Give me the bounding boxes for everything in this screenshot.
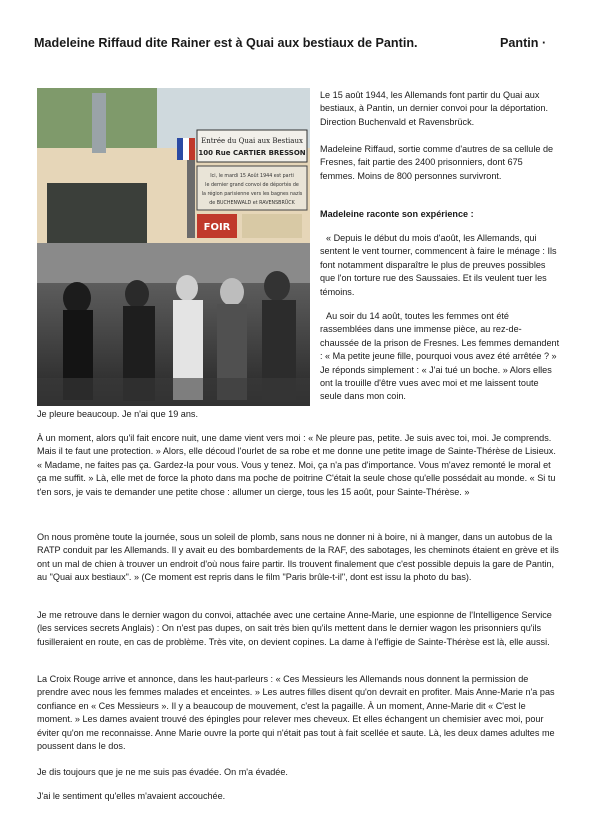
- paragraph-2: Madeleine Riffaud, sortie comme d'autres de sa cellule de Fresnes, fait partie des 2400 prisonniers, dont 675 femmes. Moins de 800 personnes survivront.: [320, 144, 554, 181]
- paragraph-1: Le 15 août 1944, les Allemands font partir du Quai aux bestiaux, à Pantin, un dernier convoi pour la déportation. Direction Buchenvald et Ravensbrück.: [320, 90, 548, 127]
- sign-line2: 100 Rue CARTIER BRESSON: [198, 149, 306, 157]
- poster-text: FOIR: [203, 222, 231, 233]
- page-title: Madeleine Riffaud dite Rainer est à Quai aux bestiaux de Pantin.: [34, 36, 418, 50]
- paragraph-9: Je me retrouve dans le dernier wagon du convoi, attachée avec une certaine Anne-Marie, une espionne de l'Intelligence Service (les services secrets Anglais) : On n'est pas dupes, on sait très bien qu'ils mettent dans le dernier wagon les prisonniers qu'ils fusilleraient en route, en cas de problème. Très vite, on devient copines. La dame à l'effigie de Sainte-Thérèse est là, elle aussi.: [37, 610, 552, 647]
- gate: [47, 183, 147, 243]
- header: [34, 36, 564, 54]
- plaque-line3: la région parisienne vers les bagnes nazis: [201, 192, 303, 197]
- paragraph-5: Au soir du 14 août, toutes les femmes ont été rassemblées dans une immense pièce, au rez-de-chaussée de la prison de Fresnes. Les femmes demandent : « Ma petite jeune fille, pourquoi vous avez été arrêtée ? » Je réponds simplement : « J'ai tué un boche. » Alors elles ont la trouille d'être vues avec moi et me laissent toute seule dans mon coin.: [320, 311, 560, 402]
- plaque-line1: Ici, le mardi 15 Août 1944 est parti: [210, 174, 294, 179]
- paragraph-4: « Depuis le début du mois d'août, les Allemands, qui sentent le vent tourner, commencent à faire le ménage : Ils font notamment disparaître le plus de preuves possibles que l'on torture rue des Saussaies. Et ils veulent tuer les témoins.: [320, 233, 557, 297]
- post: [187, 148, 195, 238]
- paragraph-11: Je dis toujours que je ne me suis pas évadée. On m'a évadée.: [37, 767, 288, 777]
- paragraph-12: J'ai le sentiment qu'elles m'avaient accouchée.: [37, 791, 226, 801]
- plaque-line2: le dernier grand convoi de déportés de: [205, 183, 299, 188]
- paragraph-8: On nous promène toute la journée, sous un soleil de plomb, sans nous ne donner ni à boire, ni à manger, dans un autobus de la RATP conduit par les Allemands. Il y avait eu des bombardements de la RAF, des sabotages, les cheminots étaient en grève et ils ont un mal de chien à trouver un endroit d'où nous faire partir. Ils trouvent finalement que c'est possible depuis la gare de Pantin, au "Quai aux bestiaux". » (Ce moment est repris dans le film "Paris brûle-t-il", dont est issu la photo du bas).: [37, 532, 559, 583]
- memorial-photo: [37, 88, 310, 406]
- paragraph-6: Je pleure beaucoup. Je n'ai que 19 ans.: [37, 409, 198, 419]
- section-heading: Madeleine raconte son expérience :: [320, 209, 474, 219]
- paragraph-10: La Croix Rouge arrive et annonce, dans les haut-parleurs : « Ces Messieurs les Allemands nous donnent la permission de prendre avec nous les femmes malades et enceintes. » Les autres filles disent qu'on devrait en profiter. Mais Anne-Marie n'a pas confiance en « Ces Messieurs ». Il y a beaucoup de mouvement, c'est la pagaille. À un moment, Anne-Marie dit « C'est le moment. » Les dames avaient trouvé des épingles pour relever mes cheveux. Et elles échangent un chemisier avec moi, pour éviter qu'on me reconnaisse. Anne Marie ouvre la porte qui n'était pas tout à fait scellée et saute. Là, les deux dames adultes me poussent dans le dos.: [37, 674, 555, 752]
- paragraph-7: À un moment, alors qu'il fait encore nuit, une dame vient vers moi : « Ne pleure pas, petite. Je suis avec toi, moi. Je comprends. Mais il te faut une protection. » Alors, elle découd l'ourlet de sa robe et me donne une petite image de Sainte-Thérèse de Lisieux. « Madame, ne faites pas ça. Gardez-la pour vous. Vous y tenez. Moi, ça n'a pas d'importance. Vous m'avez remonté le moral et ça me suffit. » Là, elle met de force la photo dans ma poche de poitrine C'était la seule chose qu'elle possédait au monde. « Si tu t'en sors, je vais te demander une petite chose : allumer un cierge, tous les 15 août, pour Sainte-Thérèse. »: [37, 433, 556, 497]
- plaque-line4: de BUCHENWALD et RAVENSBRÜCK: [209, 201, 295, 206]
- sign-line1: Entrée du Quai aux Bestiaux: [201, 137, 303, 145]
- place-label: Pantin ·: [500, 36, 547, 50]
- pylon: [92, 93, 106, 153]
- street-sign: [197, 130, 307, 162]
